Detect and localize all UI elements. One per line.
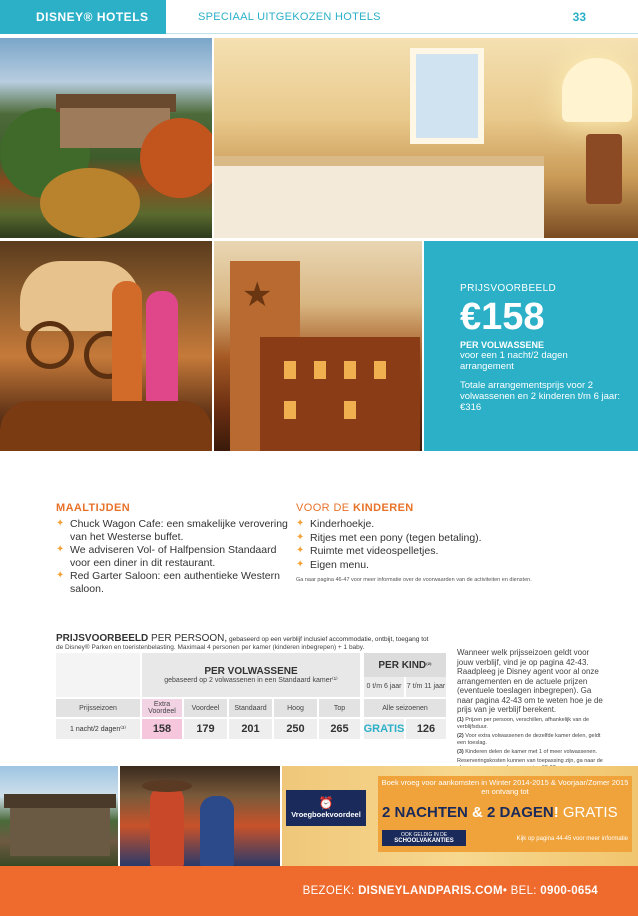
price-table-title-bold: PRIJSVOORBEELD <box>56 633 149 644</box>
list-item <box>56 544 292 569</box>
footnote <box>457 733 607 747</box>
footnote <box>457 717 607 731</box>
column-header: Prijsseizoen <box>56 699 140 717</box>
sparkle-icon: ✦ <box>56 518 65 529</box>
price-description: voor een 1 nacht/2 dagen arrangement <box>460 350 568 372</box>
autumn-tree-shape <box>40 168 140 238</box>
footnote-number: (2) <box>457 732 464 739</box>
sparkle-icon: ✦ <box>296 518 305 529</box>
lamp-shape <box>562 58 632 122</box>
promo-free: GRATIS <box>558 804 618 821</box>
hotel-room-photo <box>214 38 638 238</box>
list-item-text: Chuck Wagon Cafe: een smakelijke verovering van het Westerse buffet. <box>70 518 288 543</box>
sparkle-icon: ✦ <box>56 544 65 555</box>
column-header: Voordeel <box>184 699 227 717</box>
table-cell: 201 <box>229 719 272 739</box>
price-per-label: PER VOLWASSENE <box>460 340 545 350</box>
promo-more-info: Kijk op pagina 44-45 voor meer informatie <box>516 836 628 842</box>
adult-header <box>142 653 360 697</box>
table-corner-cell <box>56 653 140 697</box>
kid-header <box>364 653 446 677</box>
guest-figure <box>150 786 184 866</box>
footnote-text: Voor extra volwassenen de dezelfde kamer delen, geldt een toeslag. <box>457 732 601 746</box>
lit-window-shape <box>284 401 296 419</box>
header-divider <box>166 33 638 34</box>
promo-exclamation: ! <box>553 804 559 821</box>
guest-figure <box>200 796 234 866</box>
window-shape <box>410 48 484 144</box>
promo-nights: 2 NACHTEN <box>382 804 468 821</box>
list-item-text: Ritjes met een pony (tegen betaling). <box>310 531 482 544</box>
footnote: Reserveringskosten kunnen van toepassing zijn, ga naar de <box>457 757 603 764</box>
lit-window-shape <box>314 361 326 379</box>
western-facade-photo <box>214 241 422 451</box>
promo-ampersand: & <box>467 804 488 821</box>
table-cell: 265 <box>319 719 360 739</box>
footnote <box>457 749 607 756</box>
badge-big-text: SCHOOLVAKANTIES <box>394 838 454 844</box>
bed-shape <box>214 156 544 238</box>
table-cell: 250 <box>274 719 317 739</box>
kids-title-bold: KINDEREN <box>353 502 414 514</box>
alarm-clock-icon: ⏰ <box>318 796 334 810</box>
price-example-label: PRIJSVOORBEELD <box>460 283 557 294</box>
price-table-subtitle: de Disney® Parken en toeristenbelasting. Maximaal 4 personen per kamer (kinderen inbegrepen) + 1 baby. <box>56 644 365 651</box>
footer-website-link[interactable]: DISNEYLANDPARIS.COM <box>358 885 503 897</box>
early-booking-promo[interactable] <box>282 766 638 866</box>
promo-headline <box>382 804 632 821</box>
price-total: Totale arrangementsprijs voor 2 volwassenen en 2 kinderen t/m 6 jaar: €316 <box>460 380 621 413</box>
badge-small-text: OOK GELDIG IN DE <box>400 832 448 838</box>
lodge-roof-shape <box>4 794 116 808</box>
list-item-text: Kinderhoekje. <box>310 518 375 530</box>
column-header: Standaard <box>229 699 272 717</box>
kids-section <box>296 502 546 584</box>
buffet-shape <box>0 401 212 451</box>
page-number: 33 <box>572 10 586 24</box>
list-item-text: Ruimte met videospelletjes. <box>310 545 439 557</box>
boot-lamp-shape <box>586 134 622 204</box>
age-7-11: 7 t/m 11 jaar <box>406 677 446 697</box>
kid-header-sup: ⁽²⁾ <box>426 662 432 669</box>
price-table-title-small: gebaseerd op een verblijf inclusief accommodatie, ontbijt, toegang tot <box>227 636 429 643</box>
footnote-number: (1) <box>457 716 464 723</box>
column-header: Top <box>319 699 360 717</box>
list-item <box>56 570 292 595</box>
footer-phone[interactable]: 0900-0654 <box>540 885 598 897</box>
list-item-text: We adviseren Vol- of Halfpension Standaard voor een diner in dit restaurant. <box>70 544 277 569</box>
pricing-side-note <box>457 648 607 772</box>
list-item <box>296 518 546 531</box>
footnote-number: (3) <box>457 748 464 755</box>
table-cell: 1 nacht/2 dagen⁽³⁾ <box>56 719 140 739</box>
meals-title: MAALTIJDEN <box>56 502 131 514</box>
price-amount: €158 <box>460 296 545 338</box>
sparkle-icon: ✦ <box>296 531 305 543</box>
footer-visit-label: BEZOEK: <box>302 885 355 897</box>
promo-days: 2 DAGEN <box>487 804 554 821</box>
brand-label: DISNEY® HOTELS <box>0 0 166 34</box>
facade-shape <box>260 337 420 451</box>
footer-separator: • BEL: <box>502 885 537 897</box>
kids-title <box>296 502 546 514</box>
lit-window-shape <box>344 361 356 379</box>
school-holidays-badge <box>382 830 466 846</box>
footnote-text: Prijzen per persoon, verschillen, afhankelijk van de verblijfsduur. <box>457 716 590 730</box>
adult-header-title: PER VOLWASSENE <box>204 665 298 677</box>
lit-window-shape <box>344 401 356 419</box>
adult-header-sub: gebaseerd op 2 volwassenen in een Standaard kamer⁽¹⁾ <box>164 676 338 684</box>
list-item <box>296 559 546 572</box>
list-item-text: Red Garter Saloon: een authentieke Western saloon. <box>70 570 280 595</box>
hotel-lodge-photo <box>0 766 118 866</box>
early-booking-tag-label: Vroegboekvoordeel <box>291 810 361 819</box>
kids-title-light: VOOR DE <box>296 502 350 514</box>
section-title: SPECIAAL UITGEKOZEN HOTELS <box>198 11 381 23</box>
side-note-text: Wanneer welk prijsseizoen geldt voor jouw verblijf, vind je op pagina 42-43. Raadpleeg je Disney agent voor al onze arrangementen en de actuele prijzen (eventuele toeslagen inbegrepen). Ga naar pagina 42-43 om te weten hoe je de prijs van je verblijf berekent. <box>457 648 603 714</box>
promo-top-line: Boek vroeg voor aankomsten in Winter 2014-2015 & Voorjaar/Zomer 2015 en ontvang tot <box>381 778 629 796</box>
column-header: Hoog <box>274 699 317 717</box>
table-cell: 126 <box>406 719 446 739</box>
cowboy-hat-shape <box>142 780 192 792</box>
sparkle-icon: ✦ <box>296 558 305 570</box>
table-cell: 158 <box>142 719 182 739</box>
price-table <box>56 653 446 741</box>
kids-note: Ga naar pagina 46-47 voor meer informatie over de voorwaarden van de activiteiten en diensten. <box>296 577 532 583</box>
meals-section <box>56 502 292 596</box>
list-item <box>296 532 546 545</box>
hotel-exterior-photo <box>0 38 212 238</box>
table-cell: 179 <box>184 719 227 739</box>
kid-header-title: PER KIND <box>378 659 427 671</box>
column-header: Alle seizoenen <box>364 699 446 717</box>
cowboy-guests-photo <box>120 766 280 866</box>
list-item <box>296 545 546 558</box>
list-item-text: Eigen menu. <box>310 558 369 571</box>
column-header: Extra Voordeel <box>142 699 182 717</box>
lodge-shape <box>10 806 110 856</box>
list-item <box>56 518 292 543</box>
early-booking-tag <box>286 790 366 826</box>
price-table-title-rest: PER PERSOON, <box>148 633 228 644</box>
sparkle-icon: ✦ <box>296 545 305 556</box>
footer-bar <box>0 866 638 916</box>
star-icon: ★ <box>242 275 273 315</box>
lit-window-shape <box>374 361 386 379</box>
restaurant-photo <box>0 241 212 451</box>
autumn-tree-shape <box>140 118 212 198</box>
lit-window-shape <box>284 361 296 379</box>
table-cell: GRATIS <box>364 719 404 739</box>
age-0-6: 0 t/m 6 jaar <box>364 677 404 697</box>
page-header <box>0 0 638 34</box>
sparkle-icon: ✦ <box>56 570 65 581</box>
price-example-box <box>424 241 638 451</box>
footnote-text: Kinderen delen de kamer met 1 of meer volwassenen. <box>463 748 598 755</box>
wagon-wheel-shape <box>26 321 74 369</box>
